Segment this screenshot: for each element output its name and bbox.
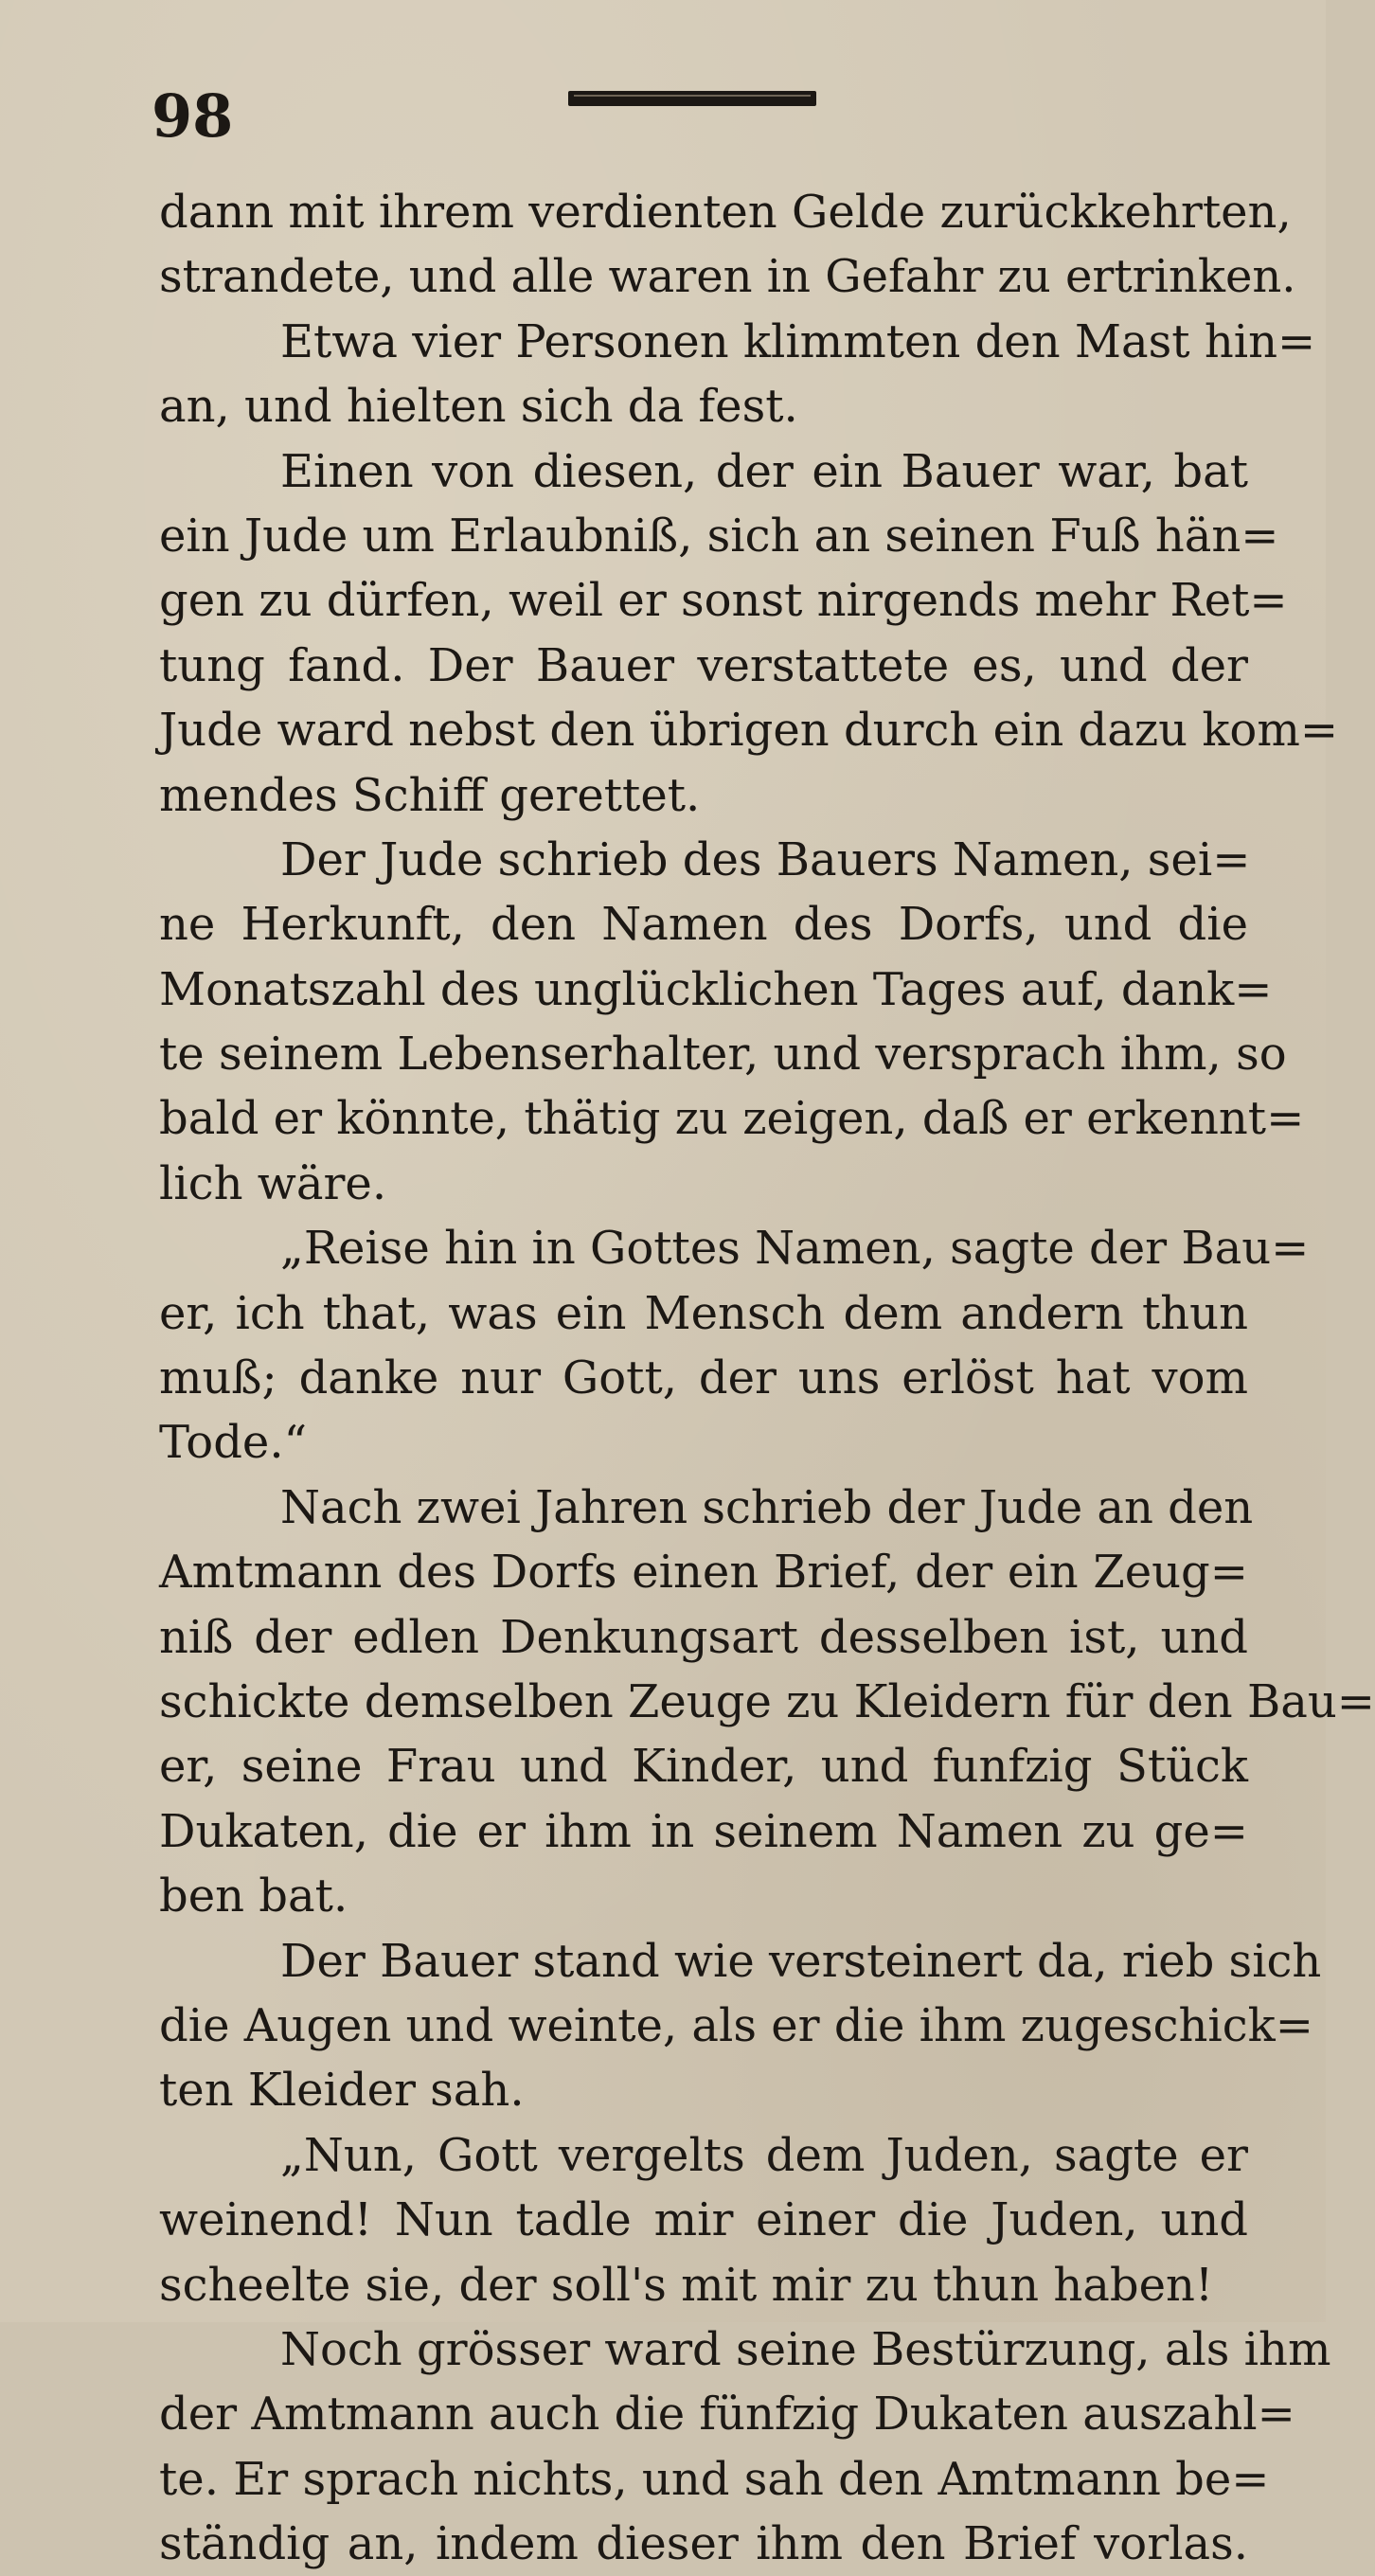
text-line: ten Kleider sah. (159, 2064, 525, 2118)
text-line: bald er könnte, thätig zu zeigen, daß er erkennt= (159, 1092, 1305, 1146)
text-line: weinend! Nun tadle mir einer die Juden, und (159, 2193, 1248, 2247)
text-line: Noch grösser ward seine Bestürzung, als ihm (280, 2322, 1331, 2376)
text-line: lich wäre. (159, 1156, 387, 1210)
text-line: dann mit ihrem verdienten Gelde zurückkehrten, (159, 186, 1292, 239)
text-line: ein Jude um Erlaubniß, sich an seinen Fuß hän= (159, 509, 1279, 563)
text-line: der Amtmann auch die fünfzig Dukaten auszahl= (159, 2388, 1295, 2442)
text-line: Jude ward nebst den übrigen durch ein dazu kom= (159, 704, 1339, 758)
text-line: Der Bauer stand wie versteinert da, rieb sich (280, 1934, 1322, 1988)
text-line: er, ich that, was ein Mensch dem andern thun (159, 1286, 1248, 1340)
text-line: die Augen und weinte, als er die ihm zugeschick= (159, 1998, 1313, 2052)
text-line: Amtmann des Dorfs einen Brief, der ein Zeug= (159, 1546, 1248, 1600)
text-line: mendes Schiff gerettet. (159, 768, 701, 822)
text-line: Dukaten, die er ihm in seinem Namen zu ge= (159, 1804, 1248, 1858)
text-line: ständig an, indem dieser ihm den Brief vorlas. (159, 2517, 1248, 2571)
text-line: Der Jude schrieb des Bauers Namen, sei= (280, 832, 1251, 886)
text-line: „Reise hin in Gottes Namen, sagte der Bau= (280, 1222, 1310, 1276)
text-line: Etwa vier Personen klimmten den Mast hin= (280, 314, 1316, 368)
text-line: ne Herkunft, den Namen des Dorfs, und die (159, 898, 1248, 952)
text-line: Monatszahl des unglücklichen Tages auf, dank= (159, 962, 1273, 1016)
text-line: scheelte sie, der soll's mit mir zu thun haben! (159, 2258, 1214, 2312)
text-line: an, und hielten sich da fest. (159, 380, 798, 434)
text-line: Nach zwei Jahren schrieb der Jude an den (280, 1480, 1254, 1534)
header-ornament-rule (568, 91, 816, 106)
text-line: Tode.“ (159, 1416, 308, 1470)
text-line: strandete, und alle waren in Gefahr zu ertrinken. (159, 250, 1296, 304)
text-line: ben bat. (159, 1869, 348, 1923)
text-line: tung fand. Der Bauer verstattete es, und der (159, 638, 1248, 692)
body-text (159, 180, 1375, 2576)
text-line: niß der edlen Denkungsart desselben ist, und (159, 1610, 1248, 1664)
page-number: 98 (152, 81, 234, 151)
text-line: muß; danke nur Gott, der uns erlöst hat vom (159, 1351, 1248, 1405)
text-line: gen zu dürfen, weil er sonst nirgends mehr Ret= (159, 574, 1288, 628)
text-line: Einen von diesen, der ein Bauer war, bat (280, 444, 1248, 498)
text-line: schickte demselben Zeuge zu Kleidern für den Bau= (159, 1674, 1375, 1728)
text-line: te. Er sprach nichts, und sah den Amtmann be= (159, 2452, 1270, 2506)
text-line: te seinem Lebenserhalter, und versprach ihm, so (159, 1028, 1287, 1082)
text-line: er, seine Frau und Kinder, und funfzig Stück (159, 1740, 1248, 1794)
text-line: „Nun, Gott vergelts dem Juden, sagte er (280, 2128, 1248, 2182)
